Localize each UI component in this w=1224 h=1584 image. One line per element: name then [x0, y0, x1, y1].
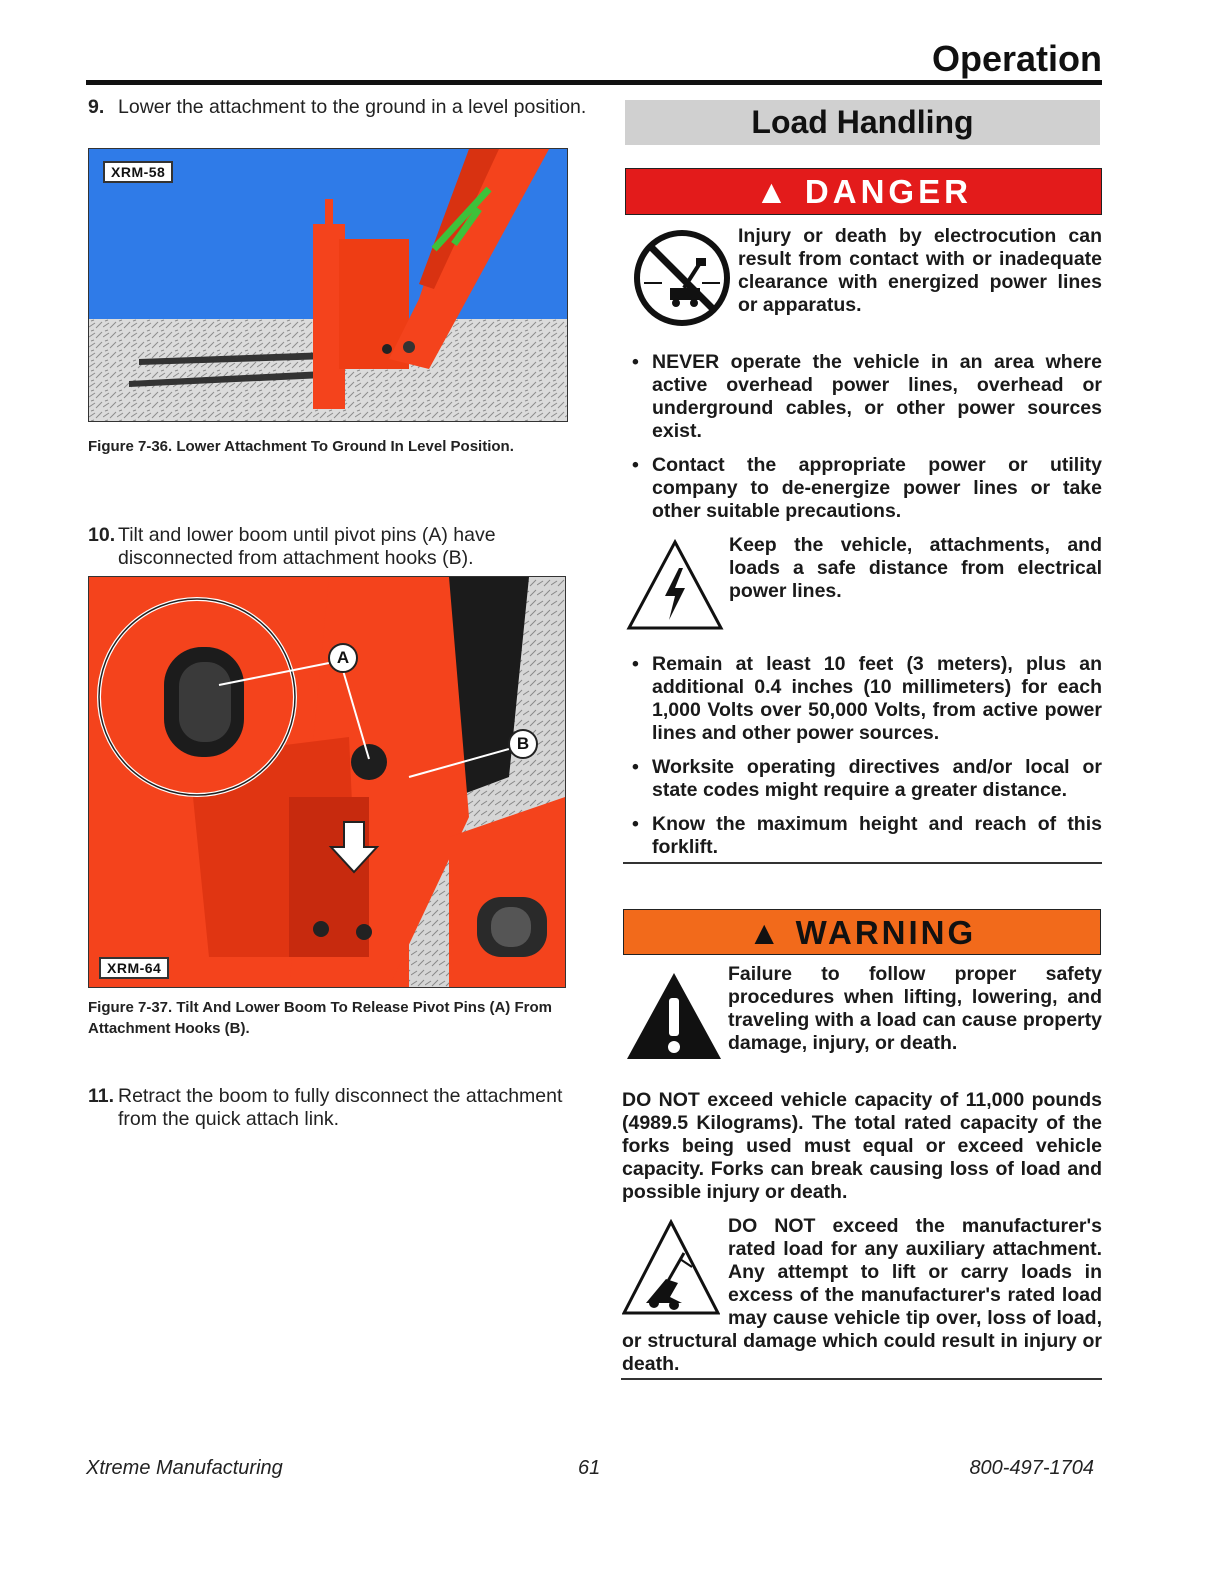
figure-caption: Figure 7-36. Lower Attachment To Ground In Level Position. — [88, 438, 514, 455]
warning-label: WARNING — [795, 914, 977, 951]
figure-pivot-pins — [88, 576, 566, 988]
capacity-lead: DO NOT — [622, 1089, 700, 1111]
rated-load-block — [622, 1215, 1102, 1376]
list-item: • Remain at least 10 feet (3 meters), plus an additional 0.4 inches (10 millimeters) for each 1,000 Volts over 50,000 Volts, from active power lines and other power sources. — [626, 653, 1102, 745]
warning-triangle-icon: ▲ — [755, 173, 792, 210]
figure-label: XRM-58 — [103, 161, 173, 183]
page-number: 61 — [578, 1457, 601, 1479]
step-text: Tilt and lower boom until pivot pins (A) have disconnected from attachment hooks (B). — [118, 524, 496, 569]
tip-over-hazard-icon — [622, 1219, 720, 1317]
step-9 — [88, 96, 600, 119]
danger-banner — [625, 168, 1102, 215]
keep-distance-text: Keep the vehicle, attachments, and loads a safe distance from electrical power lines. — [729, 534, 1102, 602]
step-10 — [88, 524, 600, 570]
step-number: 11. — [88, 1085, 115, 1107]
warning-banner — [623, 909, 1101, 955]
danger-intro: Injury or death by electrocution can result from contact with or inadequate clearance with energized power lines or apparatus. — [738, 225, 1102, 316]
step-text: Lower the attachment to the ground in a level position. — [118, 96, 587, 118]
danger-bullets-2 — [626, 653, 1102, 870]
exclamation-warning-icon — [625, 970, 723, 1062]
divider — [623, 862, 1102, 864]
footer-company: Xtreme Manufacturing — [86, 1457, 283, 1479]
load-handling-heading: Load Handling — [625, 100, 1100, 145]
warning-intro: Failure to follow proper safety procedures when lifting, lowering, and traveling with a load can cause property damage, injury, or death. — [728, 963, 1102, 1054]
header-rule — [86, 80, 1102, 85]
capacity-body: exceed vehicle capacity of 11,000 pounds (4989.5 Kilograms). The total rated capacity of the forks being used must equal or exceed vehicle capacity. Forks can break causing loss of load and possible injury or death. — [622, 1089, 1102, 1203]
electrical-hazard-icon — [625, 538, 725, 632]
capacity-text — [622, 1089, 1102, 1204]
footer-phone: 800-497-1704 — [969, 1457, 1094, 1479]
attachment-illustration — [89, 149, 567, 421]
figure-label: XRM-64 — [99, 957, 169, 979]
step-number: 10. — [88, 524, 116, 546]
step-11 — [88, 1085, 600, 1131]
list-item: • Worksite operating directives and/or local or state codes might require a greater distance. — [626, 756, 1102, 802]
figure-caption: Figure 7-37. Tilt And Lower Boom To Release Pivot Pins (A) From Attachment Hooks (B). — [88, 999, 552, 1037]
list-item: • Know the maximum height and reach of this forklift. — [626, 813, 1102, 859]
danger-bullets-1 — [626, 351, 1102, 534]
danger-label: DANGER — [804, 173, 972, 210]
figure-lower-attachment — [88, 148, 568, 422]
rated-load-text: DO NOT exceed the manufacturer's rated load for any auxiliary attachment. Any attempt to lift or carry loads in excess of the manufacturer's rated load may cause vehicle tip over, loss of load, or structural damage which could result in injury or death. — [622, 1215, 1102, 1375]
section-title: Operation — [931, 38, 1102, 79]
no-power-lines-icon — [632, 228, 732, 328]
list-item: • NEVER operate the vehicle in an area where active overhead power lines, overhead or underground cables, or other power sources exist. — [626, 351, 1102, 443]
warning-triangle-icon: ▲ — [747, 914, 784, 951]
callout-a: A — [328, 643, 358, 673]
pivot-pin-illustration — [89, 577, 565, 987]
callout-b: B — [508, 729, 538, 759]
step-text: Retract the boom to fully disconnect the attachment from the quick attach link. — [118, 1085, 563, 1130]
step-number: 9. — [88, 96, 105, 118]
divider — [621, 1378, 1102, 1380]
list-item: • Contact the appropriate power or utility company to de-energize power lines or take other suitable precautions. — [626, 454, 1102, 523]
